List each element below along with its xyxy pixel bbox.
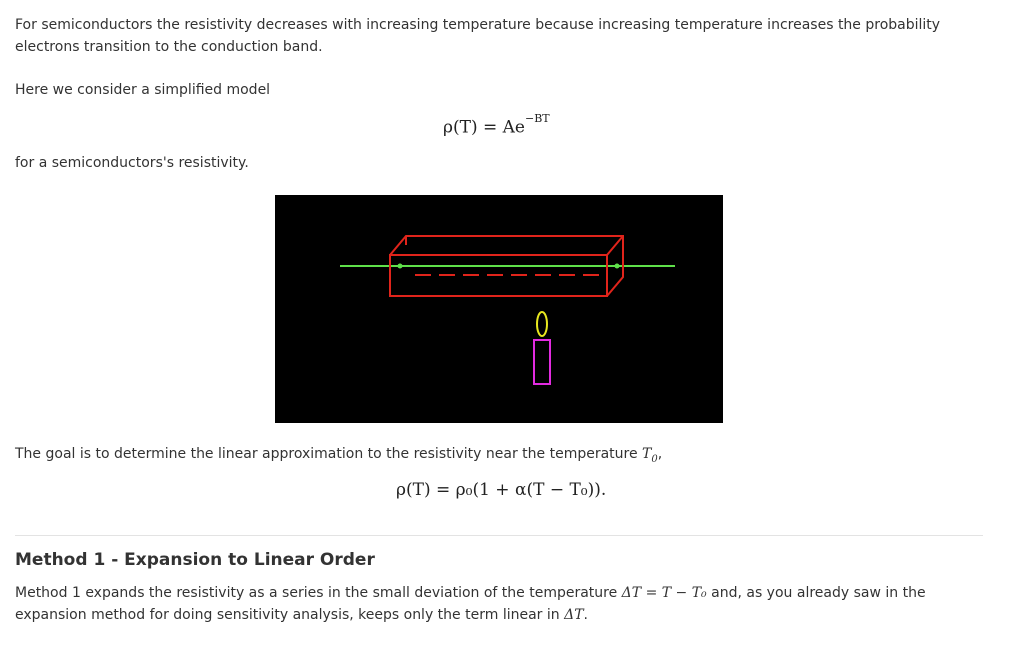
intro-paragraph: For semiconductors the resistivity decreases with increasing temperature because increasing temperature increases the probability electrons transition to the conduction band. xyxy=(15,17,941,55)
temperature-symbol: T xyxy=(642,446,652,462)
equation-exponent: −BT xyxy=(525,112,550,125)
model-description-text: for a semiconductors's resistivity. xyxy=(15,155,249,171)
method-text-1: Method 1 expands the resistivity as a series in the small deviation of the temperature xyxy=(15,585,622,601)
linear-approximation-equation: ρ(T) = ρ₀(1 + α(T − T₀)). xyxy=(396,480,607,500)
method-1-heading: Method 1 - Expansion to Linear Order xyxy=(15,550,375,570)
wire-contact-left xyxy=(398,264,403,269)
section-divider xyxy=(15,535,983,536)
equation-lhs: ρ(T) = Ae xyxy=(443,117,525,138)
method-text-3: . xyxy=(583,607,588,623)
candle xyxy=(534,340,550,384)
resistor-heating-figure xyxy=(275,195,723,423)
resistor-candle-illustration xyxy=(275,195,723,423)
method-text-2: and, as you already saw in the expansion method for doing sensitivity analysis, keeps only the term linear in xyxy=(15,585,926,623)
goal-text: The goal is to determine the linear approximation to the resistivity near the temperature xyxy=(15,446,643,462)
delta-t-symbol: ΔT xyxy=(564,607,584,623)
goal-text-end: , xyxy=(657,446,663,462)
goal-paragraph xyxy=(15,443,662,471)
wire-contact-right xyxy=(615,264,620,269)
method-1-paragraph xyxy=(15,582,985,626)
temperature-subscript: 0 xyxy=(651,453,658,465)
model-intro-text: Here we consider a simplified model xyxy=(15,82,271,98)
resistivity-model-equation xyxy=(443,112,550,138)
delta-t-definition: ΔT = T − T₀ xyxy=(621,585,707,601)
candle-flame xyxy=(537,312,547,336)
